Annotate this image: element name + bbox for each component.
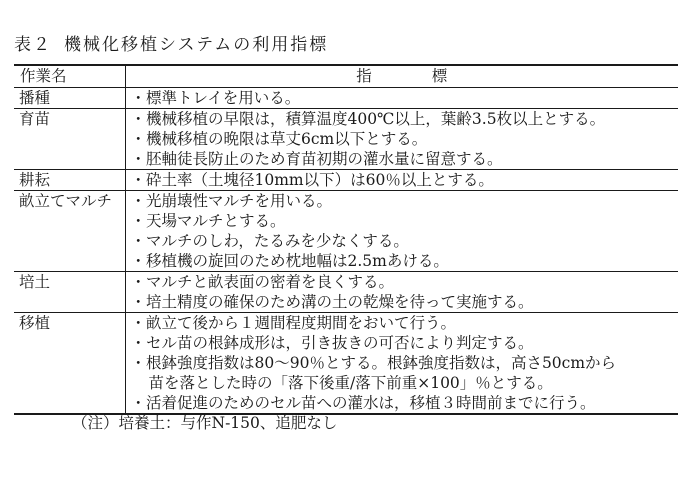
table-row [14,191,678,272]
index-line: ・砕土率（土塊径10mm以下）は60％以上とする。 [130,171,494,189]
index-line: ・移植機の旋回のため枕地幅は2.5mあける。 [130,252,449,270]
index-line: ・マルチのしわ，たるみを少なくする。 [130,232,409,250]
task-name: 培土 [14,272,125,313]
task-name: 耕耘 [14,170,125,191]
header-row [14,65,678,88]
header-task-name: 作業名 [14,65,125,88]
table-row [14,272,678,313]
task-index-list [125,313,678,415]
table-row [14,313,678,415]
task-name: 播種 [14,88,125,109]
task-index-list [125,191,678,272]
table-row [14,170,678,191]
table-caption: 機械化移植システムの利用指標 [64,35,329,55]
index-line: ・標準トレイを用いる。 [130,89,301,107]
task-index-list [125,170,678,191]
index-line: ・培土精度の確保のため溝の土の乾燥を待って実施する。 [130,293,534,311]
table-row [14,109,678,170]
header-index: 指標 [125,65,678,88]
table-row [14,88,678,109]
task-index-list [125,109,678,170]
index-line: ・セル苗の根鉢成形は，引き抜きの可否により判定する。 [130,334,534,352]
index-line: ・活着促進のためのセル苗への灌水は，移植３時間前までに行う。 [130,394,596,412]
index-line: ・マルチと畝表面の密着を良くする。 [130,273,395,291]
index-line: ・天場マルチとする。 [130,212,286,230]
task-index-list [125,272,678,313]
task-name: 移植 [14,313,125,415]
index-line: ・胚軸徒長防止のため育苗初期の灌水量に留意する。 [130,150,503,168]
task-name: 育苗 [14,109,125,170]
index-line: ・畝立て後から１週間程度期間をおいて行う。 [130,314,457,332]
index-line: ・光崩壊性マルチを用いる。 [130,192,333,210]
task-index-list [125,88,678,109]
footnote: （注）培養土：与作N-150、追肥なし [72,414,338,432]
table-number: 表２ [14,35,52,55]
index-line: ・機械移植の晩限は草丈6cm以下とする。 [130,130,428,148]
index-line: ・根鉢強度指数は80～90％とする。根鉢強度指数は，高さ50cmから [130,354,617,372]
task-name: 畝立てマルチ [14,191,125,272]
usage-index-table [14,64,678,415]
index-line: ・機械移植の早限は，積算温度400℃以上，葉齢3.5枚以上とする。 [130,110,606,128]
table-title [14,30,328,55]
index-line-continuation: 苗を落とした時の「落下後重/落下前重×100」％とする。 [148,374,553,392]
